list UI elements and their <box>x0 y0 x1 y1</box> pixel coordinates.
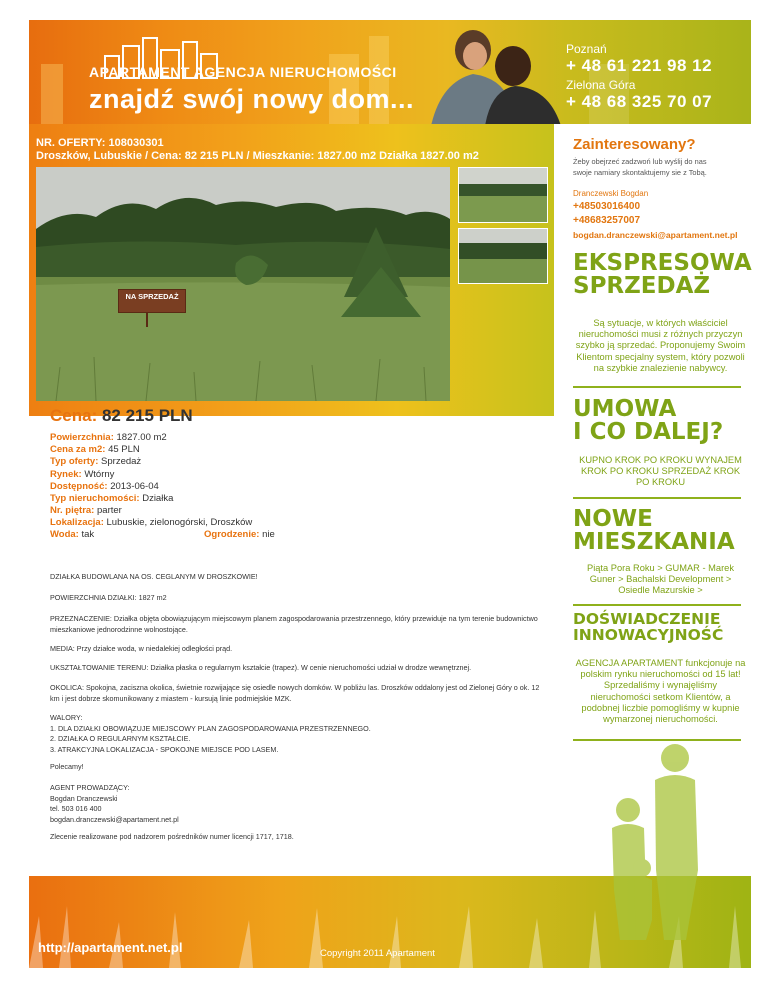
detail-row: Dostępność: 2013-06-04 <box>50 480 159 492</box>
agent-email[interactable]: bogdan.dranczewski@apartament.net.pl <box>573 230 738 240</box>
agent-email-link[interactable]: bogdan.dranczewski@apartament.net.pl <box>50 814 179 824</box>
price-label: Cena: <box>50 406 98 425</box>
detail-row: Lokalizacja: Lubuskie, zielonogórski, Droszków <box>50 517 253 529</box>
city-building-graphic <box>41 64 63 124</box>
detail-row: Cena za m2: 45 PLN <box>50 444 140 456</box>
footer-copyright: Copyright 2011 Apartament <box>320 948 435 959</box>
agent-phone[interactable]: +48683257007 <box>573 215 641 226</box>
detail-row: Rynek: Wtórny <box>50 468 115 480</box>
interested-title: Zainteresowany? <box>573 136 696 153</box>
offer-number: NR. OFERTY: 108030301 <box>36 137 164 149</box>
for-sale-sign-text: NA SPRZEDAŻ <box>125 292 179 301</box>
phone-number[interactable]: + 48 61 221 98 12 <box>566 56 713 75</box>
phone-number[interactable]: + 48 68 325 70 07 <box>566 92 713 111</box>
property-details <box>50 432 252 530</box>
for-sale-sign <box>118 289 186 313</box>
offer-heading <box>36 137 479 163</box>
description-paragraph: POWIERZCHNIA DZIAŁKI: 1827 m2 <box>50 593 167 602</box>
water-field: Woda: tak <box>50 529 95 540</box>
main-property-photo[interactable] <box>36 167 450 401</box>
sign-post <box>146 313 148 327</box>
price-value: 82 215 PLN <box>101 406 193 425</box>
description-paragraph: OKOLICA: Spokojna, zaciszna okolica, świetnie rozwijające się osiedle nowych domków. W pobliżu las. Droszków oddalony jest od Zielonej Góry o ok. 12 km i jest dobrze skomunikowany z miastem - kursują linie podmiejskie MZK. <box>50 683 540 703</box>
description-paragraph: UKSZTAŁTOWANIE TERENU: Działka płaska o regularnym kształcie (trapez). W cenie nieruchomości udział w drodze wewnętrznej. <box>50 663 472 672</box>
description-paragraph: DZIAŁKA BUDOWLANA NA OS. CEGLANYM W DROSZKOWIE! <box>50 572 258 581</box>
express-sale-text: Są sytuacje, w których właściciel nieruchomości musi z różnych przyczyn szybko ją sprzedać. Proponujemy Swoim Klientom specjalny system, który pozwoli na szybkie znalezienie nabywcy. <box>575 318 746 373</box>
contact-phones <box>566 42 712 114</box>
price-row <box>50 406 193 426</box>
description-paragraph: PRZEZNACZENIE: Działka objęta obowiązującym miejscowym planem zagospodarowania przestrzennego, który przewiduje na tym terenie budownictwo mieszkaniowe jednorodzinne wolnostojące. <box>50 614 538 634</box>
couple-photo <box>421 22 571 124</box>
detail-row: Powierzchnia: 1827.00 m2 <box>50 432 167 443</box>
city-label: Poznań <box>566 42 607 56</box>
slogan: znajdź swój nowy dom... <box>89 84 415 114</box>
express-sale-heading[interactable]: EKSPRESOWA SPRZEDAŻ <box>573 250 752 299</box>
header-banner <box>29 20 751 124</box>
offer-summary: Droszków, Lubuskie / Cena: 82 215 PLN / Mieszkanie: 1827.00 m2 Działka 1827.00 m2 <box>36 150 479 162</box>
footer-url-link[interactable]: http://apartament.net.pl <box>38 940 183 955</box>
detail-row: Typ nieruchomości: Działka <box>50 493 174 505</box>
experience-heading[interactable]: DOŚWIADCZENIE INNOWACYJNOŚĆ <box>573 610 724 644</box>
license-note: Zlecenie realizowane pod nadzorem pośredników numer licencji 1717, 1718. <box>50 832 294 841</box>
advantages-block: WALORY: 1. DLA DZIAŁKI OBOWIĄZUJE MIEJSCOWY PLAN ZAGOSPODAROWANIA PRZESTRZENNEGO. 2. DZIAŁKA O REGULARNYM KSZTAŁCIE. 3. ATRAKCYJNA LOKALIZACJA - SPOKOJNE MIEJSCE POD LASEM. <box>50 713 371 754</box>
detail-row: Typ oferty: Sprzedaż <box>50 456 142 468</box>
thumbnail-photo[interactable] <box>458 228 548 284</box>
interested-note: Żeby obejrzeć zadzwoń lub wyślij do nas swoje namiary skontaktujemy sie z Tobą. <box>573 157 707 177</box>
divider <box>573 497 741 499</box>
recommend-text: Polecamy! <box>50 762 84 771</box>
agent-block: AGENT PROWADZĄCY: Bogdan Dranczewski tel. 503 016 400 bogdan.dranczewski@apartament.net.pl <box>50 783 550 825</box>
agent-name: Dranczewski Bogdan <box>573 189 649 198</box>
family-silhouette-graphic <box>580 740 730 940</box>
experience-text: AGENCJA APARTAMENT funkcjonuje na polskim rynku nieruchomości od 15 lat! Sprzedaliśmy i wynajęliśmy nieruchomości setkom Klientów, a podobnej liczbie pomogliśmy w kupnie wymarzonej nieruchomości. <box>575 658 746 725</box>
fence-field: Ogrodzenie: nie <box>204 529 275 540</box>
new-apartments-heading[interactable]: NOWE MIESZKANIA <box>573 506 735 555</box>
agent-phone[interactable]: +48503016400 <box>573 201 641 212</box>
contract-heading[interactable]: UMOWA I CO DALEJ? <box>573 396 724 445</box>
new-apartments-links[interactable]: Piąta Pora Roku > GUMAR - Marek Guner > Bachalski Development > Osiedle Mazurskie > <box>587 563 734 596</box>
detail-row: Nr. piętra: parter <box>50 505 122 517</box>
city-label: Zielona Góra <box>566 78 636 92</box>
description-paragraph: MEDIA: Przy działce woda, w niedalekiej odległości prąd. <box>50 644 233 653</box>
contract-links[interactable]: KUPNO KROK PO KROKU WYNAJEM KROK PO KROKU SPRZEDAŻ KROK PO KROKU <box>579 455 742 488</box>
brand-name: APARTAMENT AGENCJA NIERUCHOMOŚCI <box>89 64 397 80</box>
divider <box>573 386 741 388</box>
divider <box>573 604 741 606</box>
thumbnail-photo[interactable] <box>458 167 548 223</box>
